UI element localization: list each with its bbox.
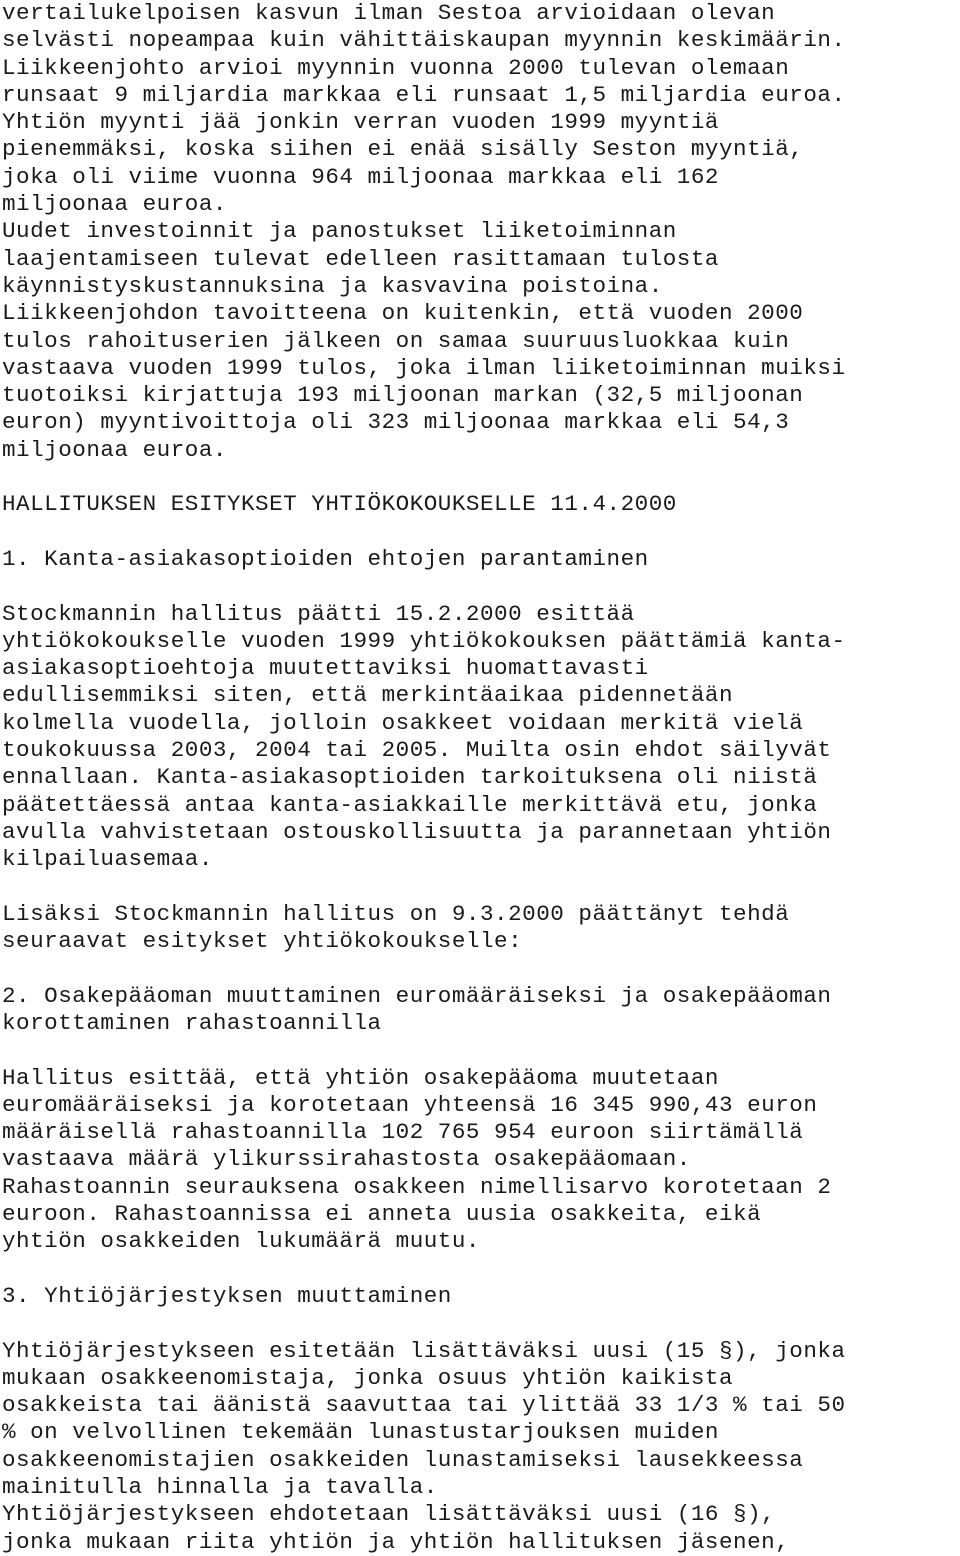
heading-line: 1. Kanta-asiakasoptioiden ehtojen parantaminen [2, 545, 649, 572]
text-line: päätettäessä antaa kanta-asiakkaille merkittävä etu, jonka [2, 791, 818, 818]
paragraph-share-capital [2, 1065, 958, 1256]
text-line: runsaat 9 miljardia markkaa eli runsaat 1,5 miljardia euroa. [2, 81, 846, 108]
text-line: käynnistyskustannuksina ja kasvavina poistoina. [2, 272, 663, 299]
text-line: selvästi nopeampaa kuin vähittäiskaupan myynnin keskimäärin. [2, 27, 846, 54]
paragraph-sesto-growth [2, 0, 958, 464]
text-line: miljoonaa euroa. [2, 436, 227, 463]
text-line: miljoonaa euroa. [2, 191, 227, 218]
item-heading-3 [2, 1283, 958, 1310]
text-line: mainitulla hinnalla ja tavalla. [2, 1474, 438, 1501]
text-line: Rahastoannin seurauksena osakkeen nimellisarvo korotetaan 2 [2, 1173, 832, 1200]
text-line: mukaan osakkeenomistaja, jonka osuus yhtiön kaikista [2, 1364, 734, 1391]
text-line: Liikkeenjohto arvioi myynnin vuonna 2000 tulevan olemaan [2, 54, 790, 81]
item-heading-1 [2, 546, 958, 573]
text-line: Yhtiön myynti jää jonkin verran vuoden 1999 myyntiä [2, 109, 719, 136]
text-line: tulos rahoituserien jälkeen on samaa suuruusluokkaa kuin [2, 327, 790, 354]
text-line: edullisemmiksi siten, että merkintäaikaa pidennetään [2, 682, 734, 709]
text-line: Stockmannin hallitus päätti 15.2.2000 esittää [2, 600, 635, 627]
text-line: vertailukelpoisen kasvun ilman Sestoa arvioidaan olevan [2, 0, 776, 26]
blank-line [2, 1310, 958, 1337]
heading-line: 2. Osakepääoman muuttaminen euromääräiseksi ja osakepääoman [2, 982, 832, 1009]
text-line: joka oli viime vuonna 964 miljoonaa markkaa eli 162 [2, 163, 719, 190]
text-line: Yhtiöjärjestykseen ehdotetaan lisättäväksi uusi (16 §), [2, 1501, 776, 1528]
blank-line [2, 874, 958, 901]
text-line: kolmella vuodella, jolloin osakkeet voidaan merkitä vielä [2, 709, 804, 736]
text-line: Uudet investoinnit ja panostukset liiketoiminnan [2, 218, 677, 245]
blank-line [2, 1037, 958, 1064]
text-line: euroon. Rahastoannissa ei anneta uusia osakkeita, eikä [2, 1201, 762, 1228]
paragraph-options [2, 601, 958, 874]
blank-line [2, 1256, 958, 1283]
text-line: ennallaan. Kanta-asiakasoptioiden tarkoituksena oli niistä [2, 764, 818, 791]
heading-line: HALLITUKSEN ESITYKSET YHTIÖKOKOUKSELLE 11.4.2000 [2, 491, 677, 518]
text-line: Lisäksi Stockmannin hallitus on 9.3.2000 päättänyt tehdä [2, 900, 790, 927]
text-line: Yhtiöjärjestykseen esitetään lisättäväksi uusi (15 §), jonka [2, 1337, 846, 1364]
item-heading-2 [2, 983, 958, 1038]
blank-line [2, 464, 958, 491]
text-line: Liikkeenjohdon tavoitteena on kuitenkin, että vuoden 2000 [2, 300, 804, 327]
blank-line [2, 573, 958, 600]
text-line: osakkeista tai äänistä saavuttaa tai ylittää 33 1/3 % tai 50 [2, 1392, 846, 1419]
blank-line [2, 519, 958, 546]
text-line: osakkeenomistajien osakkeiden lunastamiseksi lausekkeessa [2, 1446, 804, 1473]
text-line: % on velvollinen tekemään lunastustarjouksen muiden [2, 1419, 719, 1446]
section-heading-proposals [2, 491, 958, 518]
text-line: Hallitus esittää, että yhtiön osakepääoma muutetaan [2, 1064, 719, 1091]
document-page [2, 0, 958, 1556]
text-line: määräisellä rahastoannilla 102 765 954 euroon siirtämällä [2, 1119, 804, 1146]
text-line: avulla vahvistetaan ostouskollisuutta ja parannetaan yhtiön [2, 818, 832, 845]
text-line: euron) myyntivoittoja oli 323 miljoonaa markkaa eli 54,3 [2, 409, 790, 436]
text-line: laajentamiseen tulevat edelleen rasittamaan tulosta [2, 245, 719, 272]
text-line: asiakasoptioehtoja muutettaviksi huomattavasti [2, 655, 649, 682]
text-line: seuraavat esitykset yhtiökokoukselle: [2, 928, 523, 955]
paragraph-additional-proposals [2, 901, 958, 956]
text-line: tuotoiksi kirjattuja 193 miljoonan markan (32,5 miljoonan [2, 382, 804, 409]
text-line: yhtiön osakkeiden lukumäärä muutu. [2, 1228, 480, 1255]
text-line: yhtiökokoukselle vuoden 1999 yhtiökokouksen päättämiä kanta- [2, 627, 846, 654]
heading-line: korottaminen rahastoannilla [2, 1009, 382, 1036]
text-line: toukokuussa 2003, 2004 tai 2005. Muilta osin ehdot säilyvät [2, 737, 832, 764]
paragraph-articles [2, 1338, 958, 1556]
text-line: euromääräiseksi ja korotetaan yhteensä 16 345 990,43 euron [2, 1091, 818, 1118]
heading-line: 3. Yhtiöjärjestyksen muuttaminen [2, 1282, 452, 1309]
text-line: kilpailuasemaa. [2, 846, 213, 873]
text-line: jonka mukaan riita yhtiön ja yhtiön hallituksen jäsenen, [2, 1528, 790, 1555]
text-line: vastaava vuoden 1999 tulos, joka ilman liiketoiminnan muiksi [2, 354, 846, 381]
text-line: pienemmäksi, koska siihen ei enää sisälly Seston myyntiä, [2, 136, 804, 163]
blank-line [2, 955, 958, 982]
text-line: vastaava määrä ylikurssirahastosta osakepääomaan. [2, 1146, 691, 1173]
